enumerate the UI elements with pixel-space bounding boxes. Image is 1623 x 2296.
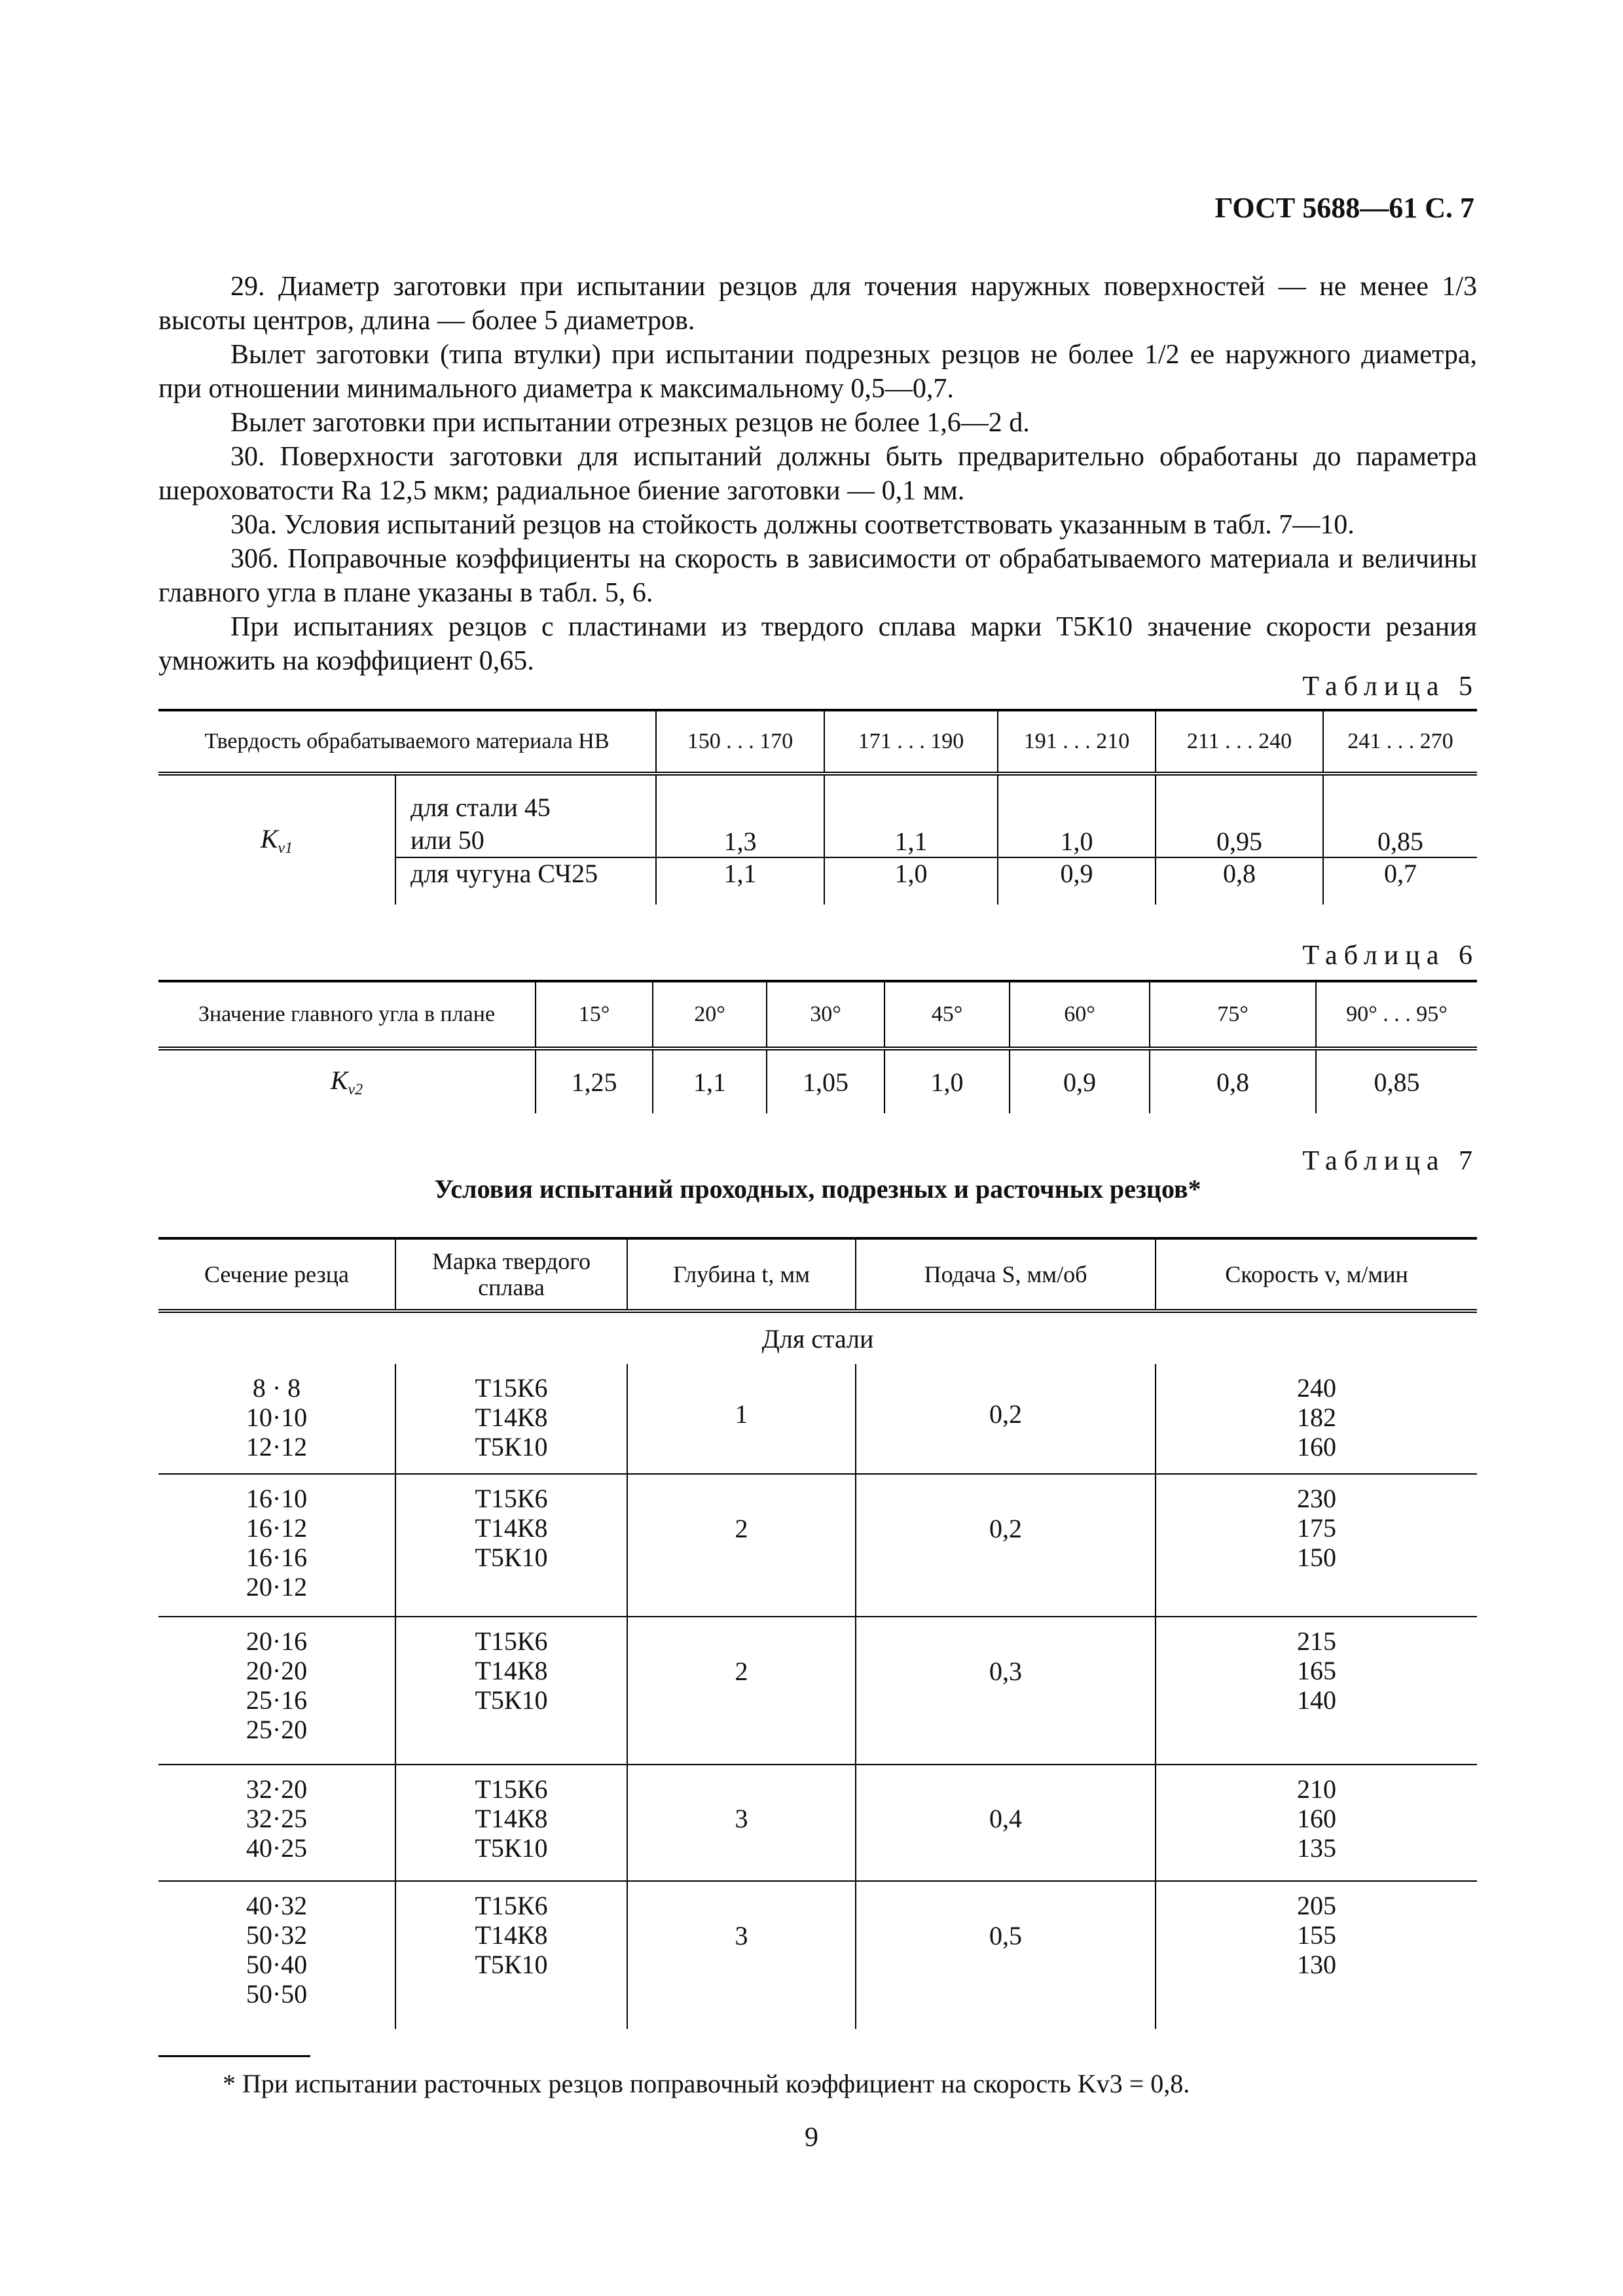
table5-cell: 0,8 [1156,857,1323,905]
table7-speed-cell: 205 155 130 [1156,1881,1477,2029]
table6-column-header: 20° [653,981,767,1049]
table6-cell: 0,8 [1150,1049,1316,1113]
table7-speed-cell: 230 175 150 [1156,1474,1477,1617]
table7-row [158,1474,1477,1617]
table5-k-label [158,774,395,905]
table7-sections-cell: 8 · 8 10·10 12·12 [246,1373,308,1462]
footnote: * При испытании расточных резцов поправочный коэффициент на скорость Kv3 = 0,8. [223,2069,1190,2098]
table7-speed-cell: 210 160 135 [1156,1765,1477,1881]
table7-grades-cell: Т15К6 Т14К8 Т5К10 [395,1617,627,1765]
table6-header-row [158,981,1477,1049]
table7-speed-cell: 240 182 160 [1156,1364,1477,1474]
coefficient-subscript: v2 [348,1081,363,1098]
table5-column-header: 171 . . . 190 [824,710,998,774]
page-number: 9 [805,2123,818,2153]
table5-cell: 1,1 [824,774,998,857]
paragraph: 30а. Условия испытаний резцов на стойкость должны соответствовать указанным в табл. 7—10. [230,510,1355,540]
table7-row [158,1364,1477,1474]
table5-column-header: 191 . . . 210 [998,710,1156,774]
paragraph: Вылет заготовки при испытании отрезных резцов не более 1,6—2 d. [230,408,1030,438]
table7-section-row [158,1311,1477,1364]
table5-cell: 1,0 [824,857,998,905]
table7-sections-cell: 32·20 32·25 40·25 [158,1765,395,1881]
table7-depth-cell: 2 [627,1474,856,1617]
footnote-divider [158,2055,310,2057]
table7-column-header: Глубина t, мм [627,1238,856,1311]
table6-column-header: 60° [1010,981,1150,1049]
table5-column-header: 150 . . . 170 [656,710,824,774]
table7-speed-cell: 215 165 140 [1156,1617,1477,1765]
coefficient-subscript: v1 [278,839,293,857]
table6-cell: 1,0 [884,1049,1010,1113]
paragraph: 30. Поверхности заготовки для испытаний должны быть предварительно обработаны до параметра шероховатости Ra 12,5 мкм; радиальное биение заготовки — 0,1 мм. [158,442,1477,506]
table5-cell: 1,0 [998,774,1156,857]
table5-header-label: Твердость обрабатываемого материала НВ [158,710,656,774]
table7-column-header: Скорость v, м/мин [1156,1238,1477,1311]
table7-row [158,1617,1477,1765]
table5-cell: 0,95 [1156,774,1323,857]
table7-depth-cell: 3 [627,1765,856,1881]
table7-column-header: Сечение резца [158,1238,395,1311]
table7-caption: Таблица 7 [1302,1146,1479,1176]
table6-k-label [158,1049,536,1113]
table7-column-header: Марка твердого сплава [395,1238,627,1311]
table7-column-header: Подача S, мм/об [856,1238,1156,1311]
table6-header-label: Значение главного угла в плане [158,981,536,1049]
table5-row-label: для чугуна СЧ25 [395,857,656,905]
table7-sections-cell: 20·16 20·20 25·16 25·20 [158,1617,395,1765]
table7-section-label: Для стали [761,1323,874,1354]
table7 [158,1237,1477,2029]
table6-column-header: 15° [536,981,653,1049]
paragraph: 29. Диаметр заготовки при испытании резцов для точения наружных поверхностей — не менее 1/3 высоты центров, длина — более 5 диаметров. [158,272,1477,336]
table7-depth-cell: 1 [627,1364,856,1474]
table5 [158,709,1477,905]
table7-sections-cell: 40·32 50·32 50·40 50·50 [158,1881,395,2029]
table5-caption: Таблица 5 [1302,672,1479,702]
table6-row [158,1049,1477,1113]
table7-depth-cell: 3 [627,1881,856,2029]
table5-cell: 1,3 [656,774,824,857]
paragraph: Вылет заготовки (типа втулки) при испытании подрезных резцов не более 1/2 ее наружного диаметра, при отношении минимального диаметра к максимальному 0,5—0,7. [158,340,1477,404]
table6-cell: 1,1 [653,1049,767,1113]
table7-feed-cell: 0,3 [856,1617,1156,1765]
table5-cell: 0,7 [1323,857,1477,905]
table7-depth-cell: 2 [627,1617,856,1765]
table6-cell: 0,85 [1316,1049,1477,1113]
table7-title: Условия испытаний проходных, подрезных и расточных резцов* [434,1174,1201,1204]
table7-feed-cell: 0,4 [856,1765,1156,1881]
table5-column-header: 211 . . . 240 [1156,710,1323,774]
table5-row-label: для стали 45 или 50 [395,774,656,857]
document-header: ГОСТ 5688—61 С. 7 [1214,192,1474,224]
table5-cell: 0,85 [1323,774,1477,857]
table6-column-header: 45° [884,981,1010,1049]
table6-caption: Таблица 6 [1302,941,1479,971]
table7-row [158,1765,1477,1881]
table7-grades-cell: Т15К6 Т14К8 Т5К10 [395,1474,627,1617]
table6-cell: 1,05 [767,1049,884,1113]
paragraph: При испытаниях резцов с пластинами из твердого сплава марки Т5К10 значение скорости резания умножить на коэффициент 0,65. [158,612,1477,676]
table7-feed-cell: 0,2 [856,1474,1156,1617]
coefficient-symbol: K [330,1066,348,1095]
table5-cell: 0,9 [998,857,1156,905]
table6-column-header: 75° [1150,981,1316,1049]
table7-row [158,1881,1477,2029]
table5-column-header: 241 . . . 270 [1323,710,1477,774]
table7-grades-cell: Т15К6 Т14К8 Т5К10 [395,1364,627,1474]
table7-grades-cell: Т15К6 Т14К8 Т5К10 [395,1881,627,2029]
table7-feed-cell: 0,5 [856,1881,1156,2029]
table6-cell: 1,25 [536,1049,653,1113]
table6-column-header: 90° . . . 95° [1316,981,1477,1049]
table6-column-header: 30° [767,981,884,1049]
table7-grades-cell: Т15К6 Т14К8 Т5К10 [395,1765,627,1881]
table7-feed-cell: 0,2 [856,1364,1156,1474]
body-text [158,270,1477,678]
table5-cell: 1,1 [656,857,824,905]
table7-sections-cell: 16·10 16·12 16·16 20·12 [158,1474,395,1617]
table6-cell: 0,9 [1010,1049,1150,1113]
table5-row [158,774,1477,857]
coefficient-symbol: K [260,823,278,853]
table6 [158,980,1477,1113]
paragraph: 30б. Поправочные коэффициенты на скорость в зависимости от обрабатываемого материала и величины главного угла в плане указаны в табл. 5, 6. [158,544,1477,608]
table7-header-row [158,1238,1477,1311]
table5-header-row [158,710,1477,774]
